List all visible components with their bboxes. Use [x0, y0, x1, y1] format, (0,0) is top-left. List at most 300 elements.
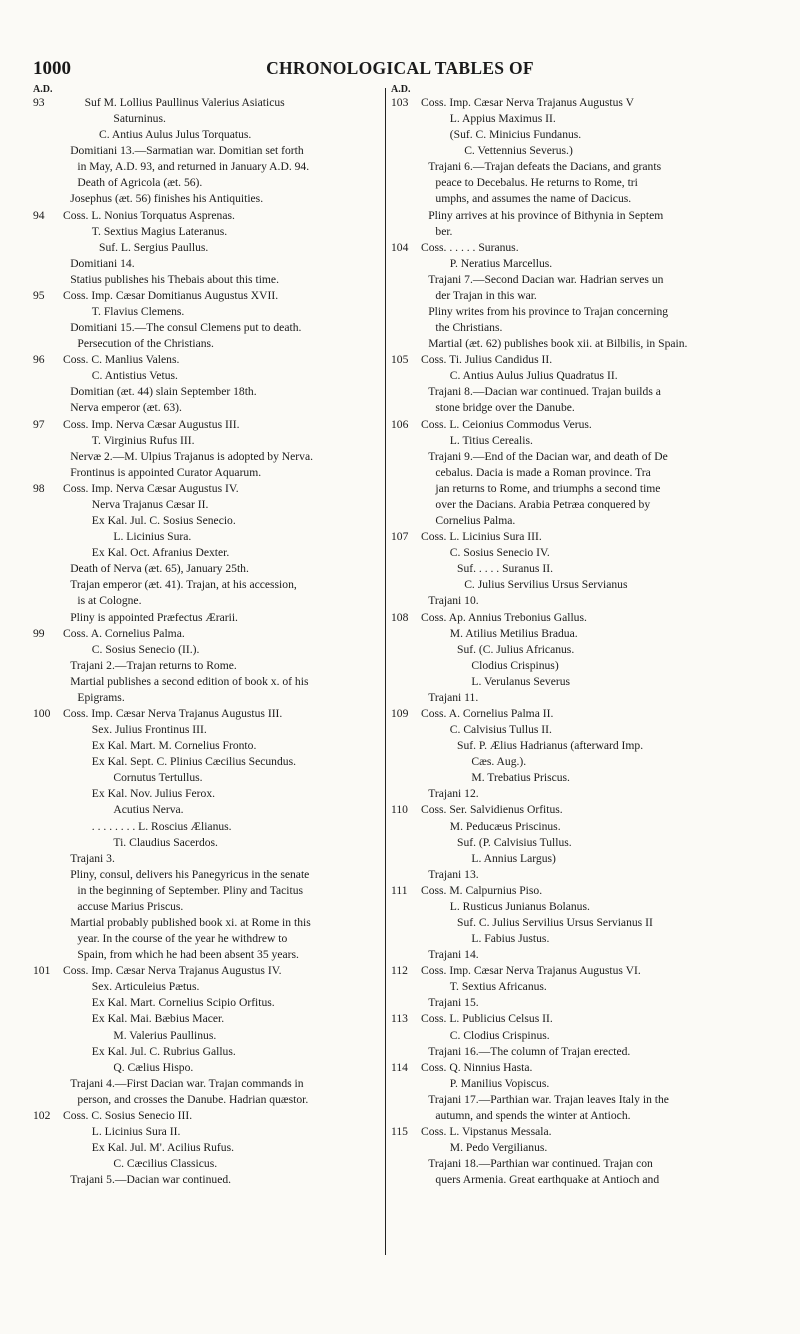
entry-line [33, 1060, 383, 1076]
entry-line [33, 915, 383, 931]
entry-text: Coss. Imp. Nerva Cæsar Augustus IV. [63, 481, 239, 495]
entry-text: Coss. L. Publicius Celsus II. [421, 1012, 553, 1026]
entry-text: Ex Kal. Nov. Julius Ferox. [91, 787, 216, 801]
year-number: 103 [391, 96, 409, 109]
entry-line [391, 1076, 778, 1092]
entry-line [391, 1124, 778, 1140]
entry-text: person, and crosses the Danube. Hadrian quæstor. [77, 1092, 309, 1106]
entry-line [33, 642, 383, 658]
entry-line [391, 593, 778, 609]
entry-line [33, 481, 383, 497]
entry-line [391, 947, 778, 963]
entry-line [33, 208, 383, 224]
entry-line [33, 288, 383, 304]
year-number: 115 [391, 1125, 408, 1138]
entry-line [391, 224, 778, 240]
entry-line [33, 593, 383, 609]
entry-text: Nervæ 2.—M. Ulpius Trajanus is adopted by Nerva. [70, 449, 313, 463]
entry-line [391, 899, 778, 915]
entry-line [391, 1060, 778, 1076]
entry-line [33, 770, 383, 786]
entry-line [391, 690, 778, 706]
year-number: 108 [391, 610, 409, 624]
entry-line [33, 577, 383, 593]
entry-line [391, 127, 778, 143]
entry-text: Suf. (C. Julius Africanus. [457, 642, 575, 656]
entry-line [391, 1172, 778, 1188]
entry-line [33, 513, 383, 529]
entry-line [33, 722, 383, 738]
entry-text: Clodius Crispinus) [471, 658, 559, 672]
column-divider [385, 88, 386, 1255]
entry-line [33, 175, 383, 191]
entry-text: Suf. . . . . Suranus II. [457, 562, 553, 576]
year-number: 102 [33, 1108, 51, 1122]
entry-text: Coss. M. Calpurnius Piso. [421, 883, 543, 897]
entry-line [33, 786, 383, 802]
entry-line [33, 240, 383, 256]
entry-line [391, 626, 778, 642]
entry-text: Trajani 7.—Second Dacian war. Hadrian serves un [428, 272, 664, 286]
entry-line [391, 786, 778, 802]
entry-text: Q. Cælius Hispo. [113, 1060, 194, 1074]
entry-text: C. Antius Aulus Julus Torquatus. [99, 128, 252, 142]
entry-line [33, 754, 383, 770]
entry-line [391, 915, 778, 931]
entry-line [33, 529, 383, 545]
entry-line [391, 1011, 778, 1027]
entry-line [391, 577, 778, 593]
entry-line [33, 304, 383, 320]
entry-line [391, 963, 778, 979]
entry-line [33, 931, 383, 947]
era-label: A.D. [33, 84, 53, 95]
entry-line [391, 433, 778, 449]
entry-text: Coss. Q. Ninnius Hasta. [421, 1060, 533, 1074]
entry-line [391, 658, 778, 674]
entry-text: Trajani 14. [428, 948, 479, 962]
entry-line [33, 417, 383, 433]
entry-text: peace to Decebalus. He returns to Rome, tri [435, 176, 638, 190]
entry-text: . . . . . . . . L. Roscius Ælianus. [91, 819, 232, 833]
entry-line [391, 240, 778, 256]
entry-line [33, 272, 383, 288]
entry-text: the Christians. [435, 321, 503, 335]
entry-text: Trajani 4.—First Dacian war. Trajan commands in [70, 1076, 304, 1090]
entry-text: Cæs. Aug.). [471, 755, 527, 769]
entry-text: Trajani 16.—The column of Trajan erected. [428, 1044, 631, 1058]
entry-line [33, 690, 383, 706]
entry-text: L. Rusticus Junianus Bolanus. [449, 899, 590, 913]
era-label: A.D. [391, 84, 411, 95]
entry-text: Nerva emperor (æt. 63). [70, 401, 182, 415]
entry-line [391, 143, 778, 159]
entry-line [391, 336, 778, 352]
entry-text: Statius publishes his Thebais about this time. [70, 272, 279, 286]
entry-text: Pliny is appointed Præfectus Ærarii. [70, 610, 238, 624]
entry-text: Coss. Imp. Nerva Cæsar Augustus III. [63, 417, 240, 431]
entry-text: Death of Nerva (æt. 65), January 25th. [70, 562, 249, 576]
year-number: 98 [33, 481, 45, 495]
entry-line [33, 352, 383, 368]
entry-line [33, 465, 383, 481]
entry-line [33, 1140, 383, 1156]
entry-text: T. Flavius Clemens. [91, 305, 185, 319]
year-number: 114 [391, 1060, 408, 1074]
year-number: 101 [33, 964, 51, 978]
entry-text: Ex Kal. Jul. C. Rubrius Gallus. [91, 1044, 236, 1058]
entry-line [33, 1124, 383, 1140]
entry-text: Trajan emperor (æt. 41). Trajan, at his accession, [70, 578, 297, 592]
entry-line [391, 400, 778, 416]
entry-line [33, 963, 383, 979]
entry-line [391, 867, 778, 883]
entry-text: Epigrams. [77, 690, 125, 704]
entry-line [33, 433, 383, 449]
entry-text: Coss. Imp. Cæsar Nerva Trajanus Augustus V [421, 96, 634, 109]
entry-text: Martial publishes a second edition of book x. of his [70, 674, 309, 688]
entry-text: Trajani 11. [428, 690, 479, 704]
entry-text: Coss. C. Manlius Valens. [63, 353, 180, 367]
entry-line [33, 400, 383, 416]
entry-line [33, 658, 383, 674]
entry-line [33, 1076, 383, 1092]
entry-line [33, 449, 383, 465]
entry-line [391, 256, 778, 272]
entry-line [391, 802, 778, 818]
entry-text: T. Sextius Africanus. [449, 980, 547, 994]
year-number: 96 [33, 353, 45, 367]
entry-line [391, 352, 778, 368]
entry-text: Spain, from which he had been absent 35 years. [77, 948, 299, 962]
entry-line [391, 529, 778, 545]
entry-text: in the beginning of September. Pliny and Tacitus [77, 883, 304, 897]
entry-line [33, 1092, 383, 1108]
entry-line [391, 320, 778, 336]
entry-text: quers Armenia. Great earthquake at Antioch and [435, 1173, 660, 1187]
year-number: 95 [33, 288, 45, 302]
entry-line [391, 770, 778, 786]
year-number: 104 [391, 240, 409, 254]
entry-line [33, 336, 383, 352]
entry-text: L. Titius Cerealis. [449, 433, 533, 447]
entry-text: T. Virginius Rufus III. [91, 433, 195, 447]
entry-line [391, 642, 778, 658]
entry-text: Cornelius Palma. [435, 514, 516, 528]
entry-text: Coss. C. Sosius Senecio III. [63, 1108, 193, 1122]
entry-text: M. Peducæus Priscinus. [449, 819, 561, 833]
entry-text: Suf. C. Julius Servilius Ursus Servianus II [457, 915, 653, 929]
entry-text: Suf M. Lollius Paullinus Valerius Asiaticus [84, 96, 285, 109]
entry-line [391, 979, 778, 995]
entry-text: Ex Kal. Mart. M. Cornelius Fronto. [91, 739, 257, 753]
entry-text: Martial probably published book xi. at Rome in this [70, 915, 311, 929]
entry-text: over the Dacians. Arabia Petræa conquered by [435, 497, 651, 511]
entry-text: Martial (æt. 62) publishes book xii. at Bilbilis, in Spain. [428, 337, 688, 351]
entry-line [33, 819, 383, 835]
entry-line [33, 835, 383, 851]
year-number: 107 [391, 530, 409, 544]
entry-line [391, 1140, 778, 1156]
entry-text: Ex Kal. Jul. M'. Acilius Rufus. [91, 1141, 234, 1155]
right-column [391, 84, 778, 1188]
entry-text: C. Sosius Senecio IV. [449, 546, 550, 560]
entry-text: C. Antistius Vetus. [91, 369, 178, 383]
entry-text: Ex Kal. Mai. Bæbius Macer. [91, 1012, 225, 1026]
entry-line [391, 208, 778, 224]
entry-text: Pliny, consul, delivers his Panegyricus in the senate [70, 867, 310, 881]
entry-line [33, 851, 383, 867]
entry-line [33, 1108, 383, 1124]
entry-text: is at Cologne. [77, 594, 142, 608]
entry-line [33, 1044, 383, 1060]
entry-line [33, 947, 383, 963]
entry-text: L. Annius Largus) [471, 851, 556, 865]
entry-text: in May, A.D. 93, and returned in January A.D. 94. [77, 160, 310, 174]
entry-line [391, 883, 778, 899]
entry-text: L. Licinius Sura. [113, 530, 192, 544]
entry-text: jan returns to Rome, and triumphs a second time [435, 481, 661, 495]
entry-text: Pliny writes from his province to Trajan concerning [428, 305, 669, 319]
entry-line [33, 127, 383, 143]
entry-line [391, 722, 778, 738]
entry-text: Trajani 5.—Dacian war continued. [70, 1173, 232, 1187]
entry-line [33, 738, 383, 754]
entry-line [33, 561, 383, 577]
entry-line [391, 738, 778, 754]
entry-text: Domitiani 13.—Sarmatian war. Domitian set forth [70, 144, 304, 158]
entry-text: Coss. Imp. Cæsar Domitianus Augustus XVII. [63, 288, 279, 302]
entry-line [391, 706, 778, 722]
entry-line [391, 835, 778, 851]
entry-text: Coss. L. Ceionius Commodus Verus. [421, 417, 592, 431]
entry-text: Trajani 17.—Parthian war. Trajan leaves Italy in the [428, 1092, 669, 1106]
entry-line [33, 545, 383, 561]
entry-text: Sex. Articuleius Pætus. [91, 980, 200, 994]
entry-text: Nerva Trajanus Cæsar II. [91, 497, 209, 511]
entry-text: Ex Kal. Oct. Afranius Dexter. [91, 546, 230, 560]
entry-text: L. Verulanus Severus [471, 674, 571, 688]
entry-text: Suf. L. Sergius Paullus. [99, 240, 209, 254]
entry-text: Ex Kal. Sept. C. Plinius Cæcilius Secundus. [91, 755, 296, 769]
year-number: 94 [33, 208, 45, 222]
entry-text: Coss. Imp. Cæsar Nerva Trajanus Augustus III. [63, 706, 283, 720]
entry-text: Saturninus. [113, 112, 166, 126]
entry-text: cebalus. Dacia is made a Roman province. Tra [435, 465, 651, 479]
entry-text: (Suf. C. Minicius Fundanus. [449, 128, 582, 142]
entry-line [33, 320, 383, 336]
entry-line [391, 384, 778, 400]
entry-line [391, 561, 778, 577]
entry-text: C. Calvisius Tullus II. [449, 723, 552, 737]
entry-text: Coss. Imp. Cæsar Nerva Trajanus Augustus VI. [421, 964, 641, 978]
entry-line [391, 288, 778, 304]
entry-text: Trajani 12. [428, 787, 479, 801]
year-number: 112 [391, 964, 408, 978]
entry-text: Coss. Ap. Annius Trebonius Gallus. [421, 610, 587, 624]
entry-text: umphs, and assumes the name of Dacicus. [435, 192, 632, 206]
entry-line [391, 995, 778, 1011]
year-number: 113 [391, 1012, 408, 1026]
entry-line [33, 995, 383, 1011]
entry-text: C. Antius Aulus Julius Quadratus II. [449, 369, 618, 383]
entry-line [391, 417, 778, 433]
entry-text: der Trajan in this war. [435, 288, 537, 302]
entry-text: ber. [435, 224, 453, 238]
entry-line [33, 1172, 383, 1188]
entry-line [391, 754, 778, 770]
year-number: 93 [33, 96, 45, 109]
entry-text: Domitian (æt. 44) slain September 18th. [70, 385, 257, 399]
entry-line [391, 159, 778, 175]
entry-text: Trajani 18.—Parthian war continued. Trajan con [428, 1157, 653, 1171]
entry-line [391, 610, 778, 626]
entry-text: L. Licinius Sura II. [91, 1125, 181, 1138]
entry-text: C. Vettennius Severus.) [464, 144, 573, 158]
entry-text: Trajani 6.—Trajan defeats the Dacians, and grants [428, 160, 662, 174]
entry-text: Trajani 9.—End of the Dacian war, and death of De [428, 449, 668, 463]
entry-text: L. Fabius Justus. [471, 932, 550, 946]
entry-text: autumn, and spends the winter at Antioch. [435, 1108, 631, 1122]
entry-text: P. Neratius Marcellus. [449, 256, 553, 270]
entry-text: Trajani 15. [428, 996, 479, 1010]
entry-text: Coss. Ser. Salvidienus Orfitus. [421, 803, 563, 817]
entry-line [391, 1156, 778, 1172]
entry-text: Cornutus Tertullus. [113, 771, 203, 785]
entry-text: Frontinus is appointed Curator Aquarum. [70, 465, 262, 479]
year-number: 97 [33, 417, 45, 431]
entry-line [33, 95, 383, 111]
page-header [0, 58, 800, 82]
entry-text: Acutius Nerva. [113, 803, 184, 817]
entry-text: M. Pedo Vergilianus. [449, 1141, 548, 1155]
year-number: 111 [391, 883, 408, 897]
entry-text: C. Sosius Senecio (II.). [91, 642, 200, 656]
entry-line [391, 851, 778, 867]
entry-line [391, 674, 778, 690]
entry-text: Josephus (æt. 56) finishes his Antiquities. [70, 192, 264, 206]
entry-text: M. Trebatius Priscus. [471, 771, 570, 785]
entry-line [33, 111, 383, 127]
entry-text: accuse Marius Priscus. [77, 899, 184, 913]
entry-line [391, 931, 778, 947]
entry-line [33, 368, 383, 384]
entry-line [33, 979, 383, 995]
entry-line [391, 819, 778, 835]
entry-text: Coss. L. Licinius Sura III. [421, 530, 542, 544]
entry-line [391, 1044, 778, 1060]
entry-line [33, 1028, 383, 1044]
entry-text: Ex Kal. Mart. Cornelius Scipio Orfitus. [91, 996, 275, 1010]
entry-line [391, 1092, 778, 1108]
year-number: 110 [391, 803, 408, 817]
entry-line [391, 95, 778, 111]
entry-text: Suf. (P. Calvisius Tullus. [457, 835, 572, 849]
entry-line [33, 899, 383, 915]
year-number: 109 [391, 706, 409, 720]
entry-line [33, 802, 383, 818]
entry-text: Trajani 10. [428, 594, 479, 608]
entry-line [33, 143, 383, 159]
entry-line [33, 883, 383, 899]
left-column [33, 84, 383, 1188]
entry-text: year. In the course of the year he withdrew to [77, 932, 288, 946]
entry-text: T. Sextius Magius Lateranus. [91, 224, 228, 238]
entry-text: Pliny arrives at his province of Bithynia in Septem [428, 208, 664, 222]
entry-text: Coss. . . . . . Suranus. [421, 240, 519, 254]
page-number: 1000 [33, 58, 71, 79]
entry-text: Coss. Imp. Cæsar Nerva Trajanus Augustus IV. [63, 964, 282, 978]
entry-line [391, 272, 778, 288]
entry-line [391, 175, 778, 191]
entry-line [391, 111, 778, 127]
entry-text: Domitiani 14. [70, 256, 135, 270]
entry-text: Coss. L. Nonius Torquatus Asprenas. [63, 208, 235, 222]
entry-line [33, 384, 383, 400]
entry-line [391, 1108, 778, 1124]
entry-line [391, 1028, 778, 1044]
entry-line [391, 449, 778, 465]
entry-line [391, 304, 778, 320]
entry-text: Coss. A. Cornelius Palma. [63, 626, 185, 640]
entry-line [391, 513, 778, 529]
entry-text: Coss. A. Cornelius Palma II. [421, 706, 554, 720]
running-title: CHRONOLOGICAL TABLES OF [266, 58, 534, 78]
entry-text: Suf. P. Ælius Hadrianus (afterward Imp. [457, 739, 644, 753]
entry-line [391, 465, 778, 481]
entry-text: Coss. Ti. Julius Candidus II. [421, 353, 553, 367]
entry-text: L. Appius Maximus II. [449, 112, 556, 126]
entry-text: C. Cæcilius Classicus. [113, 1157, 218, 1171]
entry-line [391, 497, 778, 513]
year-number: 99 [33, 626, 45, 640]
entry-line [33, 1156, 383, 1172]
entry-text: C. Clodius Crispinus. [449, 1028, 550, 1042]
entry-line [391, 545, 778, 561]
entry-text: Coss. L. Vipstanus Messala. [421, 1125, 552, 1138]
entry-line [33, 626, 383, 642]
entry-text: stone bridge over the Danube. [435, 401, 575, 415]
entry-text: Death of Agricola (æt. 56). [77, 176, 203, 190]
entry-line [391, 191, 778, 207]
entry-line [33, 497, 383, 513]
entry-line [33, 674, 383, 690]
entry-text: Ex Kal. Jul. C. Sosius Senecio. [91, 514, 236, 528]
year-number: 105 [391, 353, 409, 367]
year-number: 106 [391, 417, 409, 431]
entry-text: Trajani 8.—Dacian war continued. Trajan builds a [428, 385, 661, 399]
right-entries [391, 95, 778, 1188]
entry-text: Sex. Julius Frontinus III. [91, 723, 207, 737]
entry-text: M. Atilius Metilius Bradua. [449, 626, 578, 640]
entry-text: Trajani 3. [70, 851, 115, 865]
entry-line [33, 191, 383, 207]
entry-line [33, 224, 383, 240]
entry-line [391, 481, 778, 497]
entry-text: Trajani 2.—Trajan returns to Rome. [70, 658, 237, 672]
entry-text: Persecution of the Christians. [77, 337, 214, 351]
entry-text: Ti. Claudius Sacerdos. [113, 835, 218, 849]
entry-line [33, 867, 383, 883]
entry-line [33, 706, 383, 722]
entry-text: Domitiani 15.—The consul Clemens put to death. [70, 321, 302, 335]
entry-line [391, 368, 778, 384]
entry-text: Trajani 13. [428, 867, 479, 881]
entry-line [33, 1011, 383, 1027]
entry-line [33, 610, 383, 626]
entry-line [33, 159, 383, 175]
entry-line [33, 256, 383, 272]
